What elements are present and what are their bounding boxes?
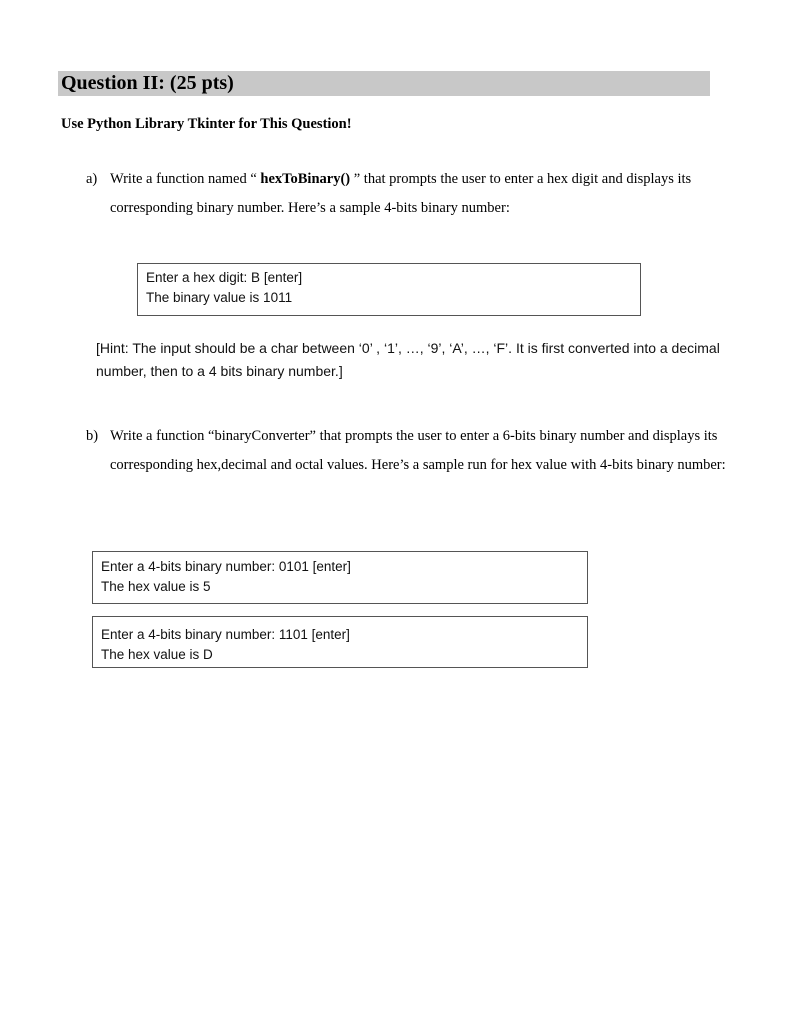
- part-b-sample-2-line-2: The hex value is D: [101, 647, 213, 662]
- part-a-sample-line-2: The binary value is 1011: [146, 290, 293, 305]
- part-a-function-name: hexToBinary(): [260, 171, 351, 187]
- part-a-marker: a): [86, 171, 98, 187]
- part-a-sample-line-1: Enter a hex digit: B [enter]: [146, 270, 303, 285]
- part-a-text: [110, 165, 726, 223]
- part-b-sample-2-line-1: Enter a 4-bits binary number: 1101 [enter]: [101, 627, 350, 642]
- part-b-sample-box-2: [92, 616, 588, 668]
- part-b-sample-1-line-1: Enter a 4-bits binary number: 0101 [enter]: [101, 559, 351, 574]
- part-a-sample-box: [137, 263, 641, 316]
- part-a: [86, 165, 726, 223]
- part-b-sample-1-line-2: The hex value is 5: [101, 579, 211, 594]
- question-instruction: Use Python Library Tkinter for This Question!: [61, 116, 352, 132]
- question-title: Question II: (25 pts): [61, 72, 234, 94]
- part-b-text: Write a function “binaryConverter” that prompts the user to enter a 6-bits binary number and displays its corresponding hex,decimal and octal values. Here’s a sample run for hex value with 4-bits binary number:: [110, 428, 726, 473]
- part-b-sample-box-1: [92, 551, 588, 604]
- part-b: [86, 422, 726, 480]
- part-a-text-after: ” that prompts the user to enter a hex digit and displays its corresponding binary number. Here’s a sample 4-bits binary number:: [110, 171, 692, 216]
- part-b-marker: b): [86, 428, 99, 444]
- part-a-text-before: Write a function named “: [110, 171, 261, 187]
- part-a-hint: [Hint: The input should be a char between ‘0’ , ‘1’, …, ‘9’, ‘A’, …, ‘F’. It is first converted into a decimal number, then to a 4 bits binary number.]: [96, 340, 720, 379]
